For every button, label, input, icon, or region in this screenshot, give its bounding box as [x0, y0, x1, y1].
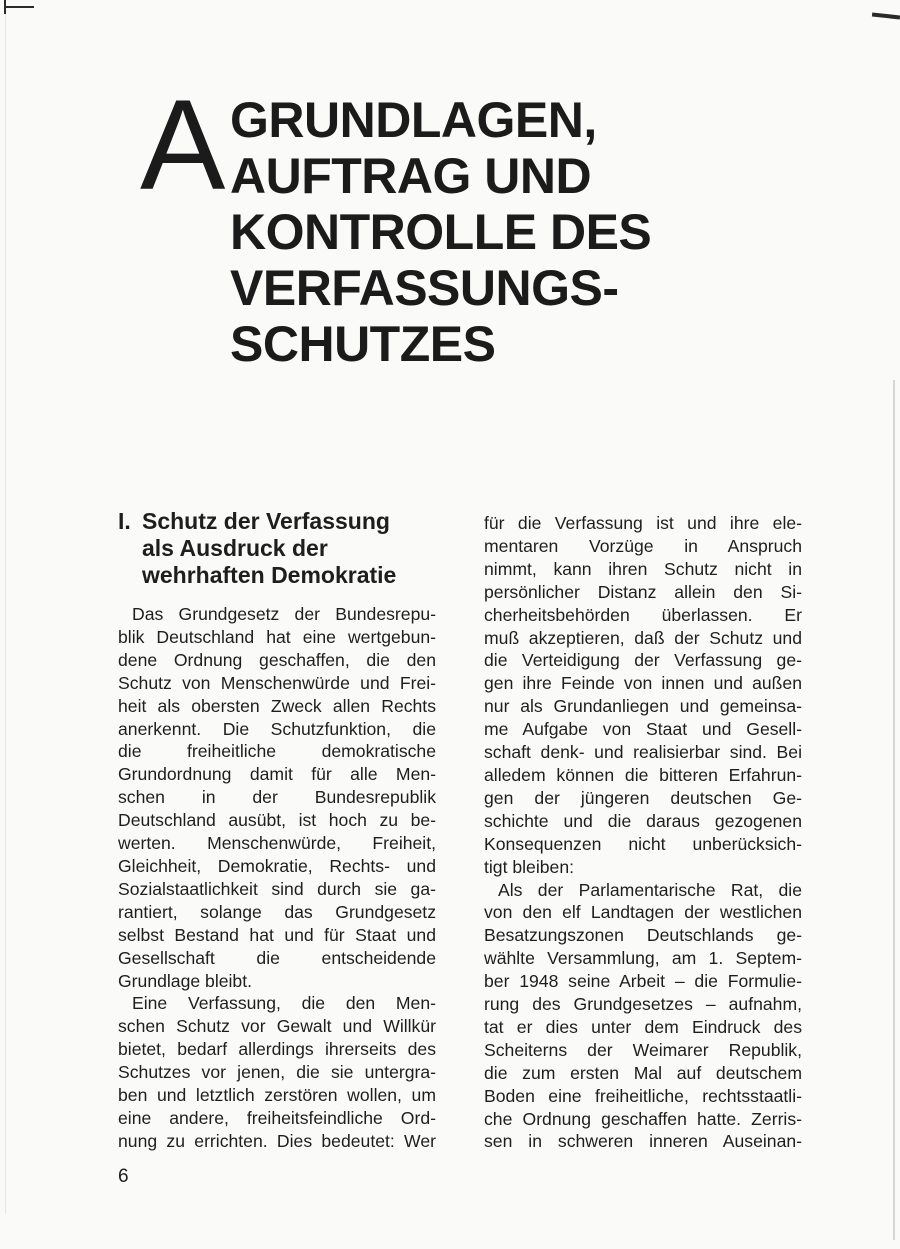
body-text-line: die Verteidigung der Verfassung ge-	[484, 650, 802, 671]
body-text-line: schen Schutz vor Gewalt und Willkür	[118, 1016, 436, 1037]
section-title-line: als Ausdruck der	[142, 535, 328, 561]
page-edge-shadow	[893, 380, 895, 1240]
chapter-title-line: GRUNDLAGEN,	[230, 92, 597, 148]
body-text-line: schichte und die daraus gezogenen	[484, 810, 802, 831]
body-text-line: Grundlage bleibt.	[118, 970, 252, 991]
body-text-line: von den elf Landtagen der westlichen	[484, 902, 802, 923]
left-column	[118, 508, 436, 1153]
body-text-line: Besatzungszonen Deutschlands ge-	[484, 925, 802, 946]
section-title	[142, 508, 396, 589]
left-column-body	[118, 603, 436, 1153]
body-text-line: rung des Grundgesetzes – aufnahm,	[484, 994, 802, 1015]
body-text-line: me Aufgabe von Staat und Gesell-	[484, 719, 802, 740]
body-text-line: die zum ersten Mal auf deutschem	[484, 1062, 802, 1083]
body-text-line: Schutz von Menschenwürde und Frei-	[118, 672, 436, 693]
page-edge-shadow	[5, 14, 6, 1214]
section-title-line: Schutz der Verfassung	[142, 508, 390, 534]
body-text-line: schaft denk- und realisierbar sind. Bei	[484, 742, 802, 763]
body-text-line: Eine Verfassung, die den Men-	[132, 993, 436, 1014]
body-text-line: ber 1948 seine Arbeit – die Formulie-	[484, 971, 802, 992]
right-column	[484, 512, 802, 1153]
right-column-body	[484, 512, 802, 1153]
section-number: I.	[118, 508, 131, 534]
body-text-line: werten. Menschenwürde, Freiheit,	[118, 833, 436, 854]
body-text-line: selbst Bestand hat und für Staat und	[118, 924, 436, 945]
body-text-line: Schutzes vor jenen, die sie untergra-	[118, 1062, 436, 1083]
body-text-line: persönlicher Distanz allein den Si-	[484, 581, 802, 602]
body-text-line: muß akzeptieren, daß der Schutz und	[484, 627, 802, 648]
body-text-line: schen in der Bundesrepublik	[118, 787, 436, 808]
scan-mark	[872, 13, 900, 20]
body-text-line: wählte Versammlung, am 1. Septem-	[484, 948, 802, 969]
body-text-line: Grundordnung damit für alle Men-	[118, 764, 436, 785]
chapter-title-line: VERFASSUNGS-	[230, 260, 619, 316]
chapter-title-line: KONTROLLE DES	[230, 204, 652, 260]
body-text-line: heit als obersten Zweck allen Rechts	[118, 695, 436, 716]
chapter-title	[230, 92, 710, 372]
section-title-line: wehrhaften Demokratie	[142, 562, 397, 588]
body-text-line: gen ihre Feinde von innen und außen	[484, 673, 802, 694]
body-text-line: mentaren Vorzüge in Anspruch	[484, 535, 802, 556]
body-text-line: tigt bleiben:	[484, 856, 574, 877]
body-text-line: eine andere, freiheitsfeindliche Ord-	[118, 1107, 436, 1128]
body-text-line: nimmt, kann ihren Schutz nicht in	[484, 558, 802, 579]
section-heading	[118, 508, 436, 589]
chapter-title-line: AUFTRAG UND	[230, 148, 592, 204]
body-text-line: bietet, bedarf allerdings ihrerseits des	[118, 1039, 436, 1060]
body-text-line: dene Ordnung geschaffen, die den	[118, 649, 436, 670]
chapter-title-line: SCHUTZES	[230, 316, 496, 372]
body-text-line: Deutschland ausübt, ist hoch zu be-	[118, 810, 436, 831]
body-text-line: Gleichheit, Demokratie, Rechts- und	[118, 855, 436, 876]
body-text-line: Konsequenzen nicht unberücksich-	[484, 833, 802, 854]
body-text-line: Das Grundgesetz der Bundesrepu-	[132, 604, 436, 624]
body-text-line: Als der Parlamentarische Rat, die	[498, 879, 802, 900]
body-text-line: nung zu errichten. Dies bedeutet: Wer	[118, 1130, 436, 1151]
body-text-line: rantiert, solange das Grundgesetz	[118, 901, 436, 922]
scan-mark	[4, 6, 34, 8]
body-text-line: ben und letztlich zerstören wollen, um	[118, 1085, 436, 1106]
body-text-line: anerkennt. Die Schutzfunktion, die	[118, 718, 436, 739]
page-number: 6	[118, 1166, 129, 1187]
body-text-line: für die Verfassung ist und ihre ele-	[484, 513, 802, 533]
body-text-line: Boden eine freiheitliche, rechtsstaatli-	[484, 1085, 802, 1106]
body-text-line: Sozialstaatlichkeit sind durch sie ga-	[118, 878, 436, 899]
body-text-line: blik Deutschland hat eine wertgebun-	[118, 626, 436, 647]
chapter-letter: A	[140, 74, 224, 217]
body-text-line: cherheitsbehörden überlassen. Er	[484, 604, 802, 625]
body-text-line: die freiheitliche demokratische	[118, 741, 436, 762]
body-text-line: Scheiterns der Weimarer Republik,	[484, 1039, 802, 1060]
body-text-line: tat er dies unter dem Eindruck des	[484, 1016, 802, 1037]
body-text-line: Gesellschaft die entscheidende	[118, 947, 436, 968]
body-text-line: sen in schweren inneren Auseinan-	[484, 1131, 802, 1152]
body-text-line: gen der jüngeren deutschen Ge-	[484, 787, 802, 808]
body-text-line: nur als Grundanliegen und gemeinsa-	[484, 696, 802, 717]
body-text-line: che Ordnung geschaffen hatte. Zerris-	[484, 1108, 802, 1129]
body-text-line: alledem können die bitteren Erfahrun-	[484, 764, 802, 785]
